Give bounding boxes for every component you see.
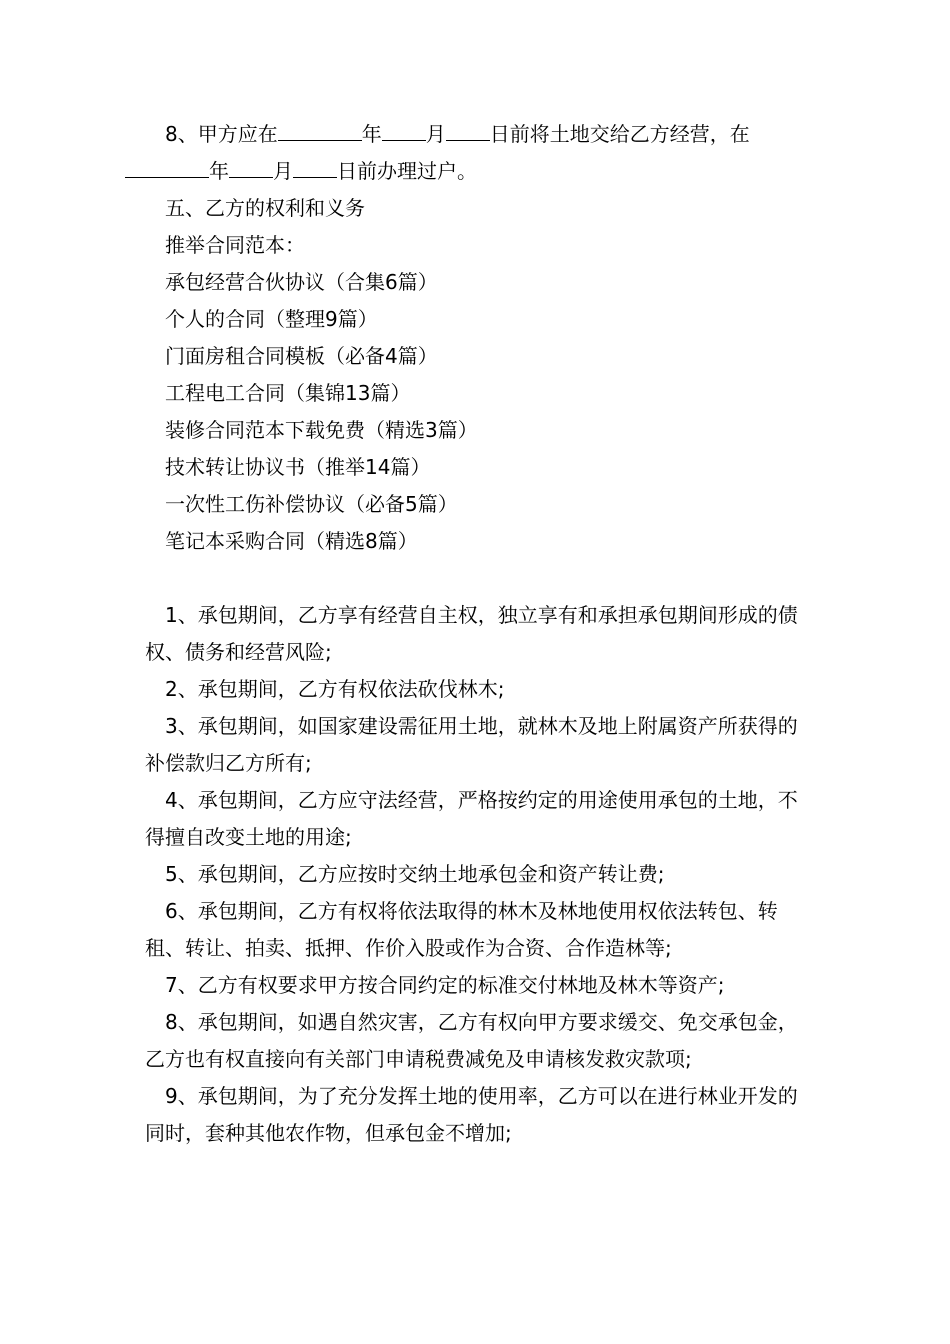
right-7: 7、乙方有权要求甲方按合同约定的标准交付林地及林木等资产; [165, 973, 725, 997]
clause-8-part-4: 日前将土地交给乙方经营，在 [489, 122, 750, 146]
recommend-item-1[interactable] [145, 264, 810, 301]
right-6: 6、承包期间，乙方有权将依法取得的林木及林地使用权依法转包、转租、转让、拍卖、抵押、作价入股或作为合资、合作造林等; [145, 899, 778, 960]
recommend-item-label: 一次性工伤补偿协议（必备5篇） [165, 492, 458, 516]
recommend-item-label: 装修合同范本下载免费（精选3篇） [165, 418, 478, 442]
recommend-item-5[interactable] [145, 412, 810, 449]
right-1: 1、承包期间，乙方享有经营自主权，独立享有和承担承包期间形成的债权、债务和经营风险; [145, 603, 798, 664]
document-page [145, 116, 810, 1152]
section-5-title: 五、乙方的权利和义务 [165, 196, 365, 220]
recommend-list [145, 264, 810, 560]
recommend-item-6[interactable] [145, 449, 810, 486]
blank-year-1 [278, 118, 362, 141]
recommend-item-3[interactable] [145, 338, 810, 375]
right-4: 4、承包期间，乙方应守法经营，严格按约定的用途使用承包的土地，不得擅自改变土地的用途; [145, 788, 798, 849]
clause-8-part-5: 年 [209, 159, 229, 183]
clause-8-part-1: 8、甲方应在 [165, 122, 278, 146]
recommend-item-label: 技术转让协议书（推举14篇） [165, 455, 431, 479]
right-8: 8、承包期间，如遇自然灾害，乙方有权向甲方要求缓交、免交承包金，乙方也有权直接向有关部门申请税费减免及申请核发救灾款项; [145, 1010, 798, 1071]
right-3: 3、承包期间，如国家建设需征用土地，就林木及地上附属资产所获得的补偿款归乙方所有; [145, 714, 798, 775]
recommend-item-2[interactable] [145, 301, 810, 338]
right-9: 9、承包期间，为了充分发挥土地的使用率，乙方可以在进行林业开发的同时，套种其他农作物，但承包金不增加; [145, 1084, 798, 1145]
recommend-item-label: 门面房租合同模板（必备4篇） [165, 344, 438, 368]
recommend-item-7[interactable] [145, 486, 810, 523]
recommend-item-4[interactable] [145, 375, 810, 412]
clause-8-part-2: 年 [361, 122, 382, 146]
clause-8 [145, 116, 810, 190]
blank-line [145, 560, 810, 597]
clause-8-part-3: 月 [425, 122, 446, 146]
blank-month-2 [229, 155, 273, 178]
blank-month-1 [382, 118, 426, 141]
right-5: 5、承包期间，乙方应按时交纳土地承包金和资产转让费; [165, 862, 665, 886]
recommend-item-label: 笔记本采购合同（精选8篇） [165, 529, 418, 553]
clause-8-part-6: 月 [273, 159, 293, 183]
recommend-item-label: 承包经营合伙协议（合集6篇） [165, 270, 438, 294]
blank-day-1 [446, 118, 490, 141]
blank-year-2 [125, 155, 209, 178]
recommend-item-label: 工程电工合同（集锦13篇） [165, 381, 411, 405]
blank-day-2 [293, 155, 337, 178]
recommend-title: 推举合同范本： [165, 233, 305, 257]
recommend-item-label: 个人的合同（整理9篇） [165, 307, 378, 331]
recommend-item-8[interactable] [145, 523, 810, 560]
clause-8-part-7: 日前办理过户。 [337, 159, 477, 183]
right-2: 2、承包期间，乙方有权依法砍伐林木; [165, 677, 505, 701]
